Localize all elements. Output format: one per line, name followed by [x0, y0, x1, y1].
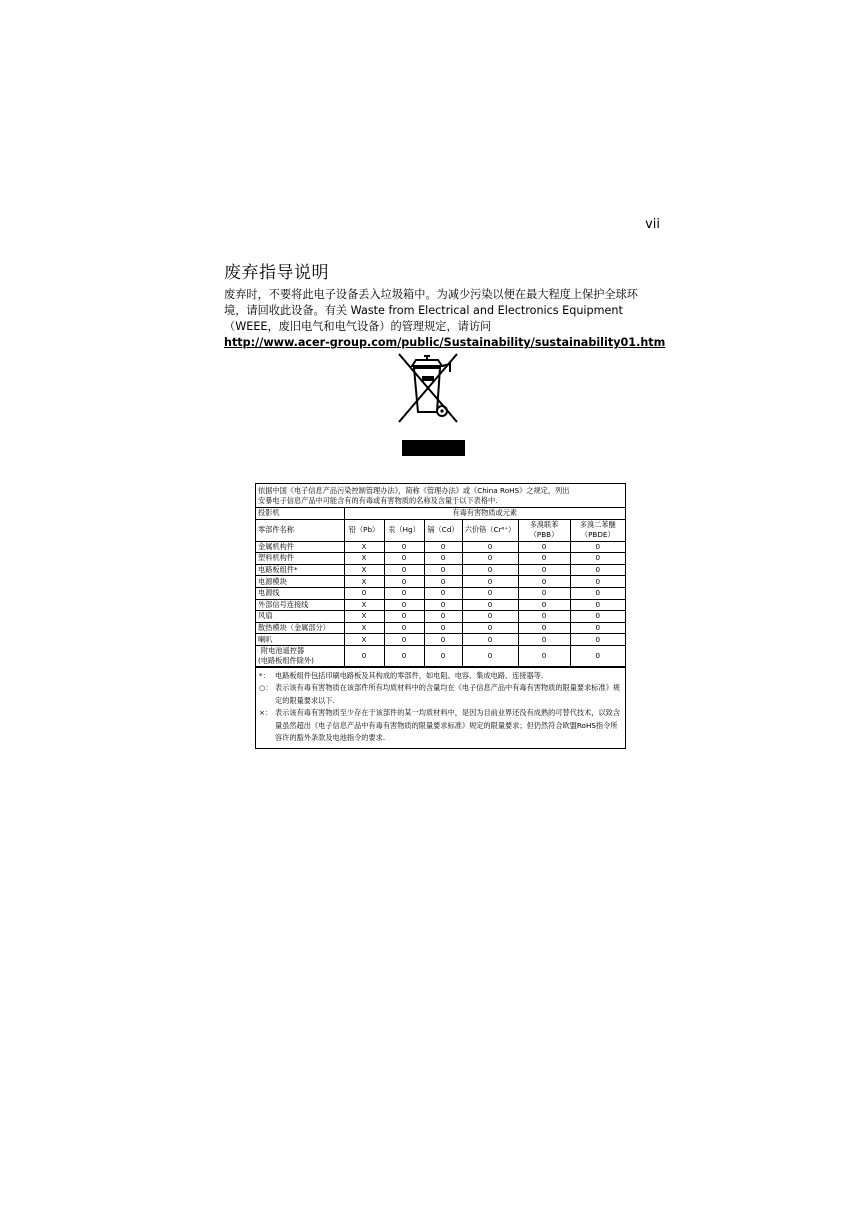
value-cell: 0	[462, 576, 518, 588]
value-cell: 0	[462, 553, 518, 565]
column-header: 汞（Hg）	[384, 519, 424, 541]
value-cell: 0	[424, 576, 462, 588]
value-cell: 0	[424, 622, 462, 634]
column-header: 多溴联苯 （PBB）	[518, 519, 570, 541]
part-name-cell: 附电池遥控器 (电路板组件除外)	[256, 645, 344, 666]
value-cell: 0	[424, 564, 462, 576]
rohs-notes	[256, 667, 625, 748]
value-cell: 0	[424, 634, 462, 646]
part-name-cell: 塑料机构件	[256, 553, 344, 565]
value-cell: 0	[570, 634, 625, 646]
column-header: 镉（Cd）	[424, 519, 462, 541]
part-name-cell: 外部信号连接线	[256, 599, 344, 611]
value-cell: 0	[462, 599, 518, 611]
value-cell: 0	[518, 599, 570, 611]
part-name-cell: 电源线	[256, 587, 344, 599]
value-cell: X	[344, 634, 384, 646]
value-cell: 0	[518, 622, 570, 634]
part-name-cell: 喇叭	[256, 634, 344, 646]
value-cell: 0	[570, 622, 625, 634]
value-cell: 0	[384, 599, 424, 611]
part-name-cell: 风扇	[256, 611, 344, 623]
table-row	[256, 599, 625, 611]
page-number: vii	[645, 217, 660, 232]
part-name-cell: 电路板组件*	[256, 564, 344, 576]
value-cell: 0	[518, 553, 570, 565]
value-cell: 0	[384, 587, 424, 599]
value-cell: 0	[570, 611, 625, 623]
value-cell: 0	[384, 564, 424, 576]
value-cell: 0	[518, 611, 570, 623]
hazard-group-label: 有毒有害物质或元素	[344, 508, 625, 519]
value-cell: 0	[462, 645, 518, 666]
value-cell: 0	[424, 599, 462, 611]
value-cell: 0	[570, 587, 625, 599]
value-cell: 0	[570, 645, 625, 666]
note-item: ○： 表示该有毒有害物质在该部件所有均质材料中的含量均在《电子信息产品中有毒有害物质的限量要求标准》规定的限量要求以下.	[259, 683, 621, 705]
value-cell: 0	[518, 587, 570, 599]
value-cell: 0	[570, 599, 625, 611]
value-cell: 0	[384, 541, 424, 553]
table-row	[256, 541, 625, 553]
value-cell: X	[344, 564, 384, 576]
value-cell: 0	[384, 553, 424, 565]
rohs-header	[256, 484, 625, 508]
page-title: 废弃指导说明	[224, 263, 329, 283]
intro-line: 废弃时，不要将此电子设备丢入垃圾箱中。为减少污染以便在最大程度上保护全球环	[224, 288, 638, 301]
value-cell: 0	[570, 564, 625, 576]
value-cell: X	[344, 622, 384, 634]
value-cell: X	[344, 611, 384, 623]
value-cell: 0	[344, 587, 384, 599]
value-cell: 0	[462, 611, 518, 623]
table-row	[256, 587, 625, 599]
value-cell: 0	[424, 553, 462, 565]
value-cell: 0	[462, 564, 518, 576]
intro-line: 境，请回收此设备。有关 Waste from Electrical and Electronics Equipment	[224, 304, 623, 317]
value-cell: 0	[518, 541, 570, 553]
rohs-table	[256, 508, 625, 667]
value-cell: 0	[518, 576, 570, 588]
value-cell: 0	[424, 645, 462, 666]
value-cell: 0	[570, 541, 625, 553]
value-cell: 0	[462, 634, 518, 646]
value-cell: X	[344, 576, 384, 588]
value-cell: 0	[424, 587, 462, 599]
weee-bar-mark	[402, 440, 465, 456]
value-cell: 0	[384, 576, 424, 588]
part-name-cell: 散热模块（金属部分）	[256, 622, 344, 634]
table-row	[256, 576, 625, 588]
rohs-header-line: 安暴电子信息产品中可能含有的有毒或有害物质的名称及含量于以下表格中.	[258, 496, 498, 505]
column-header: 多溴二苯醚 （PBDE）	[570, 519, 625, 541]
crossed-out-wheelie-bin-icon	[396, 352, 460, 424]
part-name-header: 零部件名称	[256, 519, 344, 541]
value-cell: 0	[344, 645, 384, 666]
value-cell: 0	[384, 611, 424, 623]
value-cell: 0	[518, 634, 570, 646]
product-label: 投影机	[256, 508, 344, 519]
column-header: 六价铬（Cr⁶⁺）	[462, 519, 518, 541]
table-row	[256, 553, 625, 565]
table-row	[256, 634, 625, 646]
value-cell: 0	[384, 645, 424, 666]
sustainability-link[interactable]: http://www.acer-group.com/public/Sustainability/sustainability01.htm	[224, 336, 666, 349]
value-cell: 0	[570, 553, 625, 565]
value-cell: 0	[424, 541, 462, 553]
table-row	[256, 564, 625, 576]
note-item: ×： 表示该有毒有害物质至少存在于该部件的某一均质材料中，是因为目前业界还没有成熟的可替代技术，以致含量虽然超出《电子信息产品中有毒有害物质的限量要求标准》规定的限量要求；但仍然符合欧盟RoHS指令所容许的豁外条款及电池指令的要求.	[259, 708, 621, 743]
part-name-cell: 电源模块	[256, 576, 344, 588]
intro-line: （WEEE，废旧电气和电气设备）的管理规定，请访问	[224, 320, 492, 333]
rohs-header-line: 依据中国《电子信息产品污染控制管理办法》，简称《管理办法》或《China RoHS》之规定，列出	[258, 486, 570, 495]
value-cell: 0	[462, 587, 518, 599]
value-cell: X	[344, 599, 384, 611]
rohs-table-box	[255, 483, 626, 749]
value-cell: 0	[462, 541, 518, 553]
table-row	[256, 622, 625, 634]
value-cell: 0	[518, 564, 570, 576]
value-cell: X	[344, 541, 384, 553]
note-item: *： 电路板组件包括印刷电路板及其构成的零部件，如电阻、电容、集成电路、连接器等.	[259, 670, 544, 680]
value-cell: X	[344, 553, 384, 565]
value-cell: 0	[462, 622, 518, 634]
intro-paragraph	[224, 287, 664, 351]
table-row	[256, 611, 625, 623]
part-name-cell: 金属机构件	[256, 541, 344, 553]
value-cell: 0	[424, 611, 462, 623]
value-cell: 0	[570, 576, 625, 588]
value-cell: 0	[384, 634, 424, 646]
value-cell: 0	[518, 645, 570, 666]
value-cell: 0	[384, 622, 424, 634]
column-header: 铅（Pb）	[344, 519, 384, 541]
